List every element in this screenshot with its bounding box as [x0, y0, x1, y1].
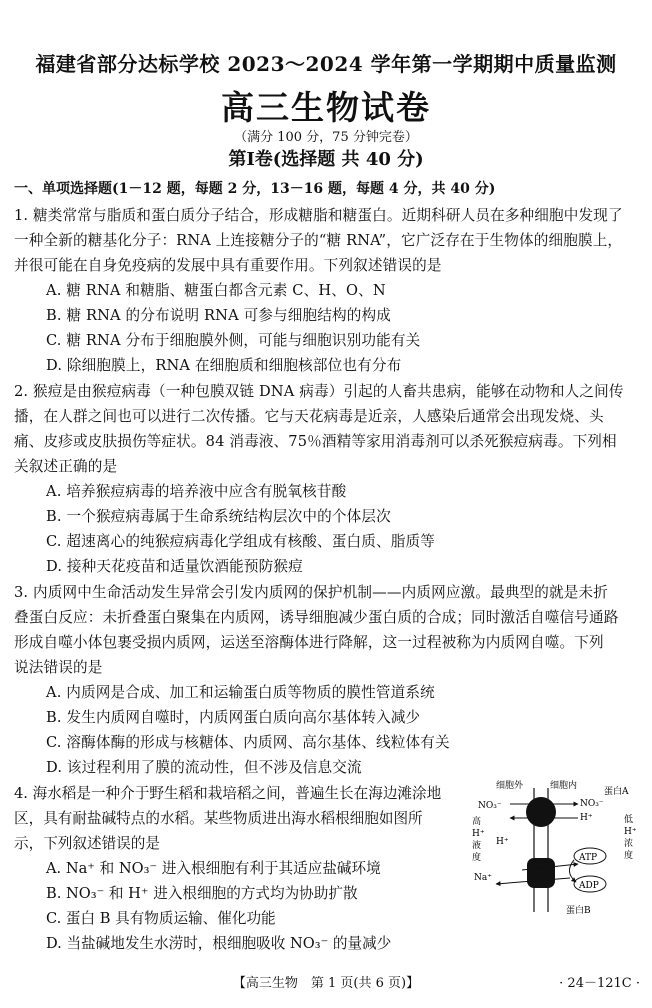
low-h-label-3: 浓	[624, 839, 634, 849]
question-3-line-4: 说法错误的是	[14, 659, 103, 676]
protein-a-label: 蛋白A	[604, 787, 629, 797]
question-3-line-3: 形成自噬小体包裹受损内质网，运送至溶酶体进行降解，这一过程被称为内质网自噬。下列	[14, 634, 604, 651]
question-2-option-d: D. 接种天花疫苗和适量饮酒能预防猴痘	[46, 558, 303, 575]
question-2-option-c: C. 超速离心的纯猴痘病毒化学组成有核酸、蛋白质、脂质等	[46, 533, 435, 550]
exam-title: 高三生物试卷	[221, 88, 431, 127]
question-1-option-c: C. 糖 RNA 分布于细胞膜外侧，可能与细胞识别功能有关	[46, 332, 421, 349]
low-h-label-1: 低	[624, 815, 634, 825]
low-h-label-2: H⁺	[624, 827, 637, 837]
question-4-option-c: C. 蛋白 B 具有物质运输、催化功能	[46, 910, 276, 927]
h-inside-label: H⁺	[580, 813, 593, 823]
question-3-line-1: 3. 内质网中生命活动发生异常会引发内质网的保护机制——内质网应激。最典型的就是未折	[14, 584, 609, 601]
page-footer: 【高三生物 第 1 页(共 6 页)】	[232, 976, 420, 991]
paper-code: · 24－121C ·	[559, 976, 640, 991]
question-1-option-d: D. 除细胞膜上，RNA 在细胞质和细胞核部位也有分布	[46, 357, 402, 374]
question-3-line-2: 叠蛋白反应：未折叠蛋白聚集在内质网，诱导细胞减少蛋白质的合成；同时激活自噬信号通路	[14, 609, 619, 626]
question-1-option-a: A. 糖 RNA 和糖脂、糖蛋白都含元素 C、H、O、N	[46, 282, 386, 299]
question-3-option-d: D. 该过程利用了膜的流动性，但不涉及信息交流	[46, 759, 362, 776]
atp-adp-arrow	[569, 860, 576, 882]
question-4-line-2: 区，具有耐盐碱特点的水稻。某些物质进出海水稻根细胞如图所	[14, 810, 423, 827]
question-2-option-a: A. 培养猴痘病毒的培养液中应含有脱氧核苷酸	[46, 483, 347, 500]
question-3-option-a: A. 内质网是合成、加工和运输蛋白质等物质的膜性管道系统	[46, 684, 435, 701]
question-1-line-3: 并很可能在自身免疫病的发展中具有重要作用。下列叙述错误的是	[14, 257, 442, 274]
question-2-line-1: 2. 猴痘是由猴痘病毒（一种包膜双链 DNA 病毒）引起的人畜共患病，能够在动物和人之间传	[14, 383, 624, 400]
no3-outside-label: NO₃⁻	[478, 801, 502, 811]
question-4-option-d: D. 当盐碱地发生水涝时，根细胞吸收 NO₃⁻ 的量减少	[46, 935, 392, 952]
atp-label: ATP	[579, 853, 598, 863]
question-1-line-2: 一种全新的糖基化分子：RNA 上连接糖分子的“糖 RNA”，它广泛存在于生物体的细胞膜上，	[14, 232, 623, 249]
question-1-option-b: B. 糖 RNA 的分布说明 RNA 可参与细胞结构的构成	[46, 307, 392, 324]
high-h-label-3: 液	[472, 841, 482, 851]
question-2-option-b: B. 一个猴痘病毒属于生命系统结构层次中的个体层次	[46, 508, 391, 525]
no3-inside-label: NO₃⁻	[580, 799, 604, 809]
question-2-line-3: 痛、皮疹或皮肤损伤等症状。84 消毒液、75％酒精等家用消毒剂可以杀死猴痘病毒。下列相	[14, 433, 617, 450]
cell-outside-label: 细胞外	[496, 781, 524, 791]
high-h-label-1: 高	[472, 817, 482, 827]
question-4-option-a: A. Na⁺ 和 NO₃⁻ 进入根细胞有利于其适应盐碱环境	[46, 860, 381, 877]
high-h-label-2: H⁺	[472, 829, 485, 839]
membrane-transport-diagram	[466, 780, 646, 920]
protein-a-shape	[526, 797, 556, 827]
single-choice-heading: 一、单项选择题(1－12 题，每题 2 分，13－16 题，每题 4 分，共 40 分)	[14, 181, 496, 197]
low-h-label-4: 度	[624, 851, 634, 861]
question-4-option-b: B. NO₃⁻ 和 H⁺ 进入根细胞的方式均为协助扩散	[46, 885, 358, 902]
question-3-option-b: B. 发生内质网自噬时，内质网蛋白质向高尔基体转入减少	[46, 709, 421, 726]
cell-inside-label: 细胞内	[550, 781, 578, 791]
section-title: 第Ⅰ卷(选择题 共 40 分)	[228, 149, 424, 170]
question-1-line-1: 1. 糖类常常与脂质和蛋白质分子结合，形成糖脂和糖蛋白。近期科研人员在多种细胞中发现了	[14, 207, 623, 224]
full-mark-note: （满分 100 分，75 分钟完卷）	[234, 130, 418, 145]
question-4-line-3: 示，下列叙述错误的是	[14, 835, 160, 852]
adp-label: ADP	[579, 881, 599, 891]
question-4-line-1: 4. 海水稻是一种介于野生稻和栽培稻之间，普遍生长在海边滩涂地	[14, 785, 442, 802]
protein-b-label: 蛋白B	[566, 906, 591, 916]
na-label: Na⁺	[474, 873, 492, 883]
protein-b-shape	[527, 858, 555, 888]
h-mid-label: H⁺	[496, 837, 509, 847]
question-3-option-c: C. 溶酶体酶的形成与核糖体、内质网、高尔基体、线粒体有关	[46, 734, 450, 751]
high-h-label-4: 度	[472, 853, 482, 863]
school-header: 福建省部分达标学校 2023～2024 学年第一学期期中质量监测	[35, 52, 617, 76]
question-2-line-4: 关叙述正确的是	[14, 458, 118, 475]
question-2-line-2: 播，在人群之间也可以进行二次传播。它与天花病毒是近亲，人感染后通常会出现发烧、头	[14, 408, 604, 425]
